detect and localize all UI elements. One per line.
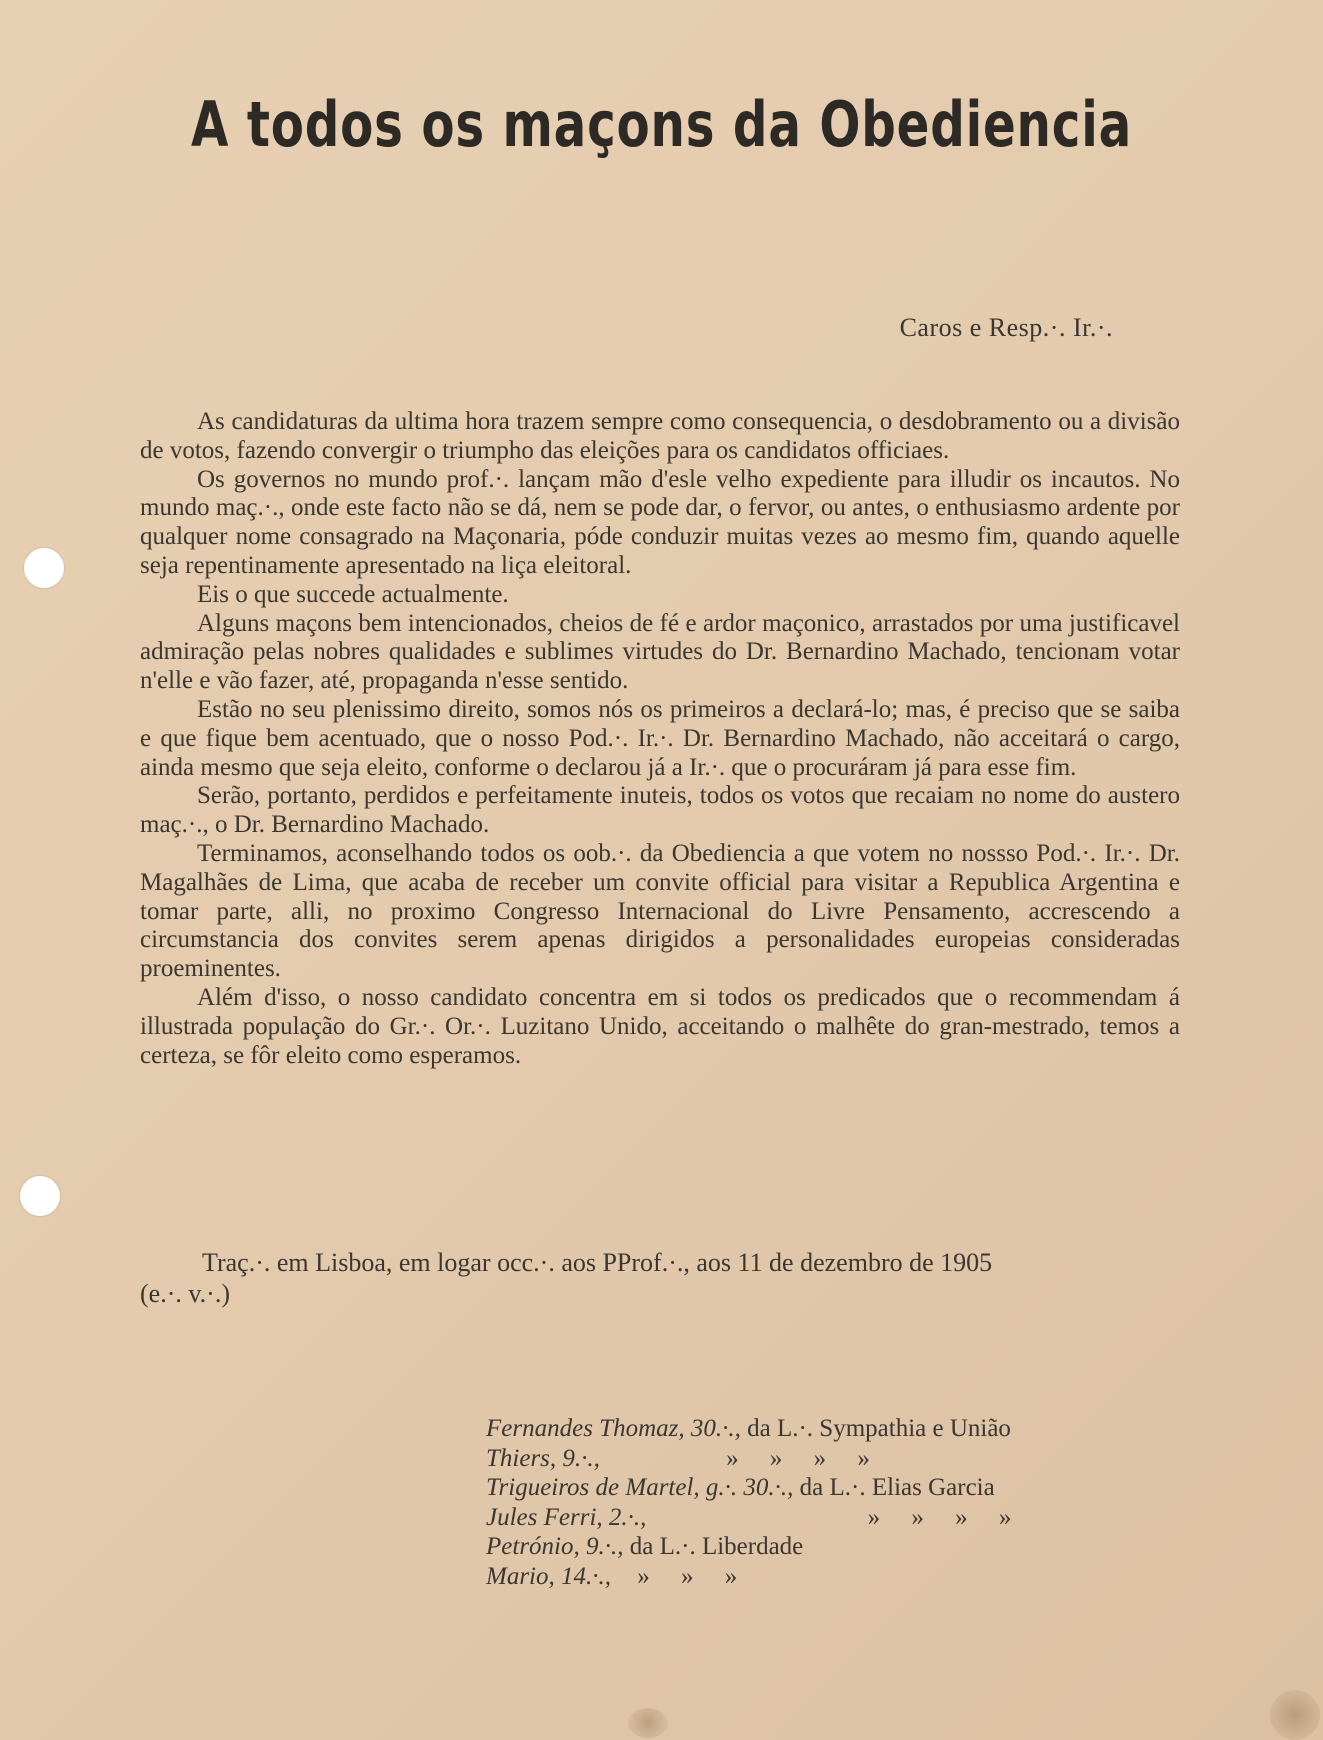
paragraph: As candidaturas da ultima hora trazem sempre como consequencia, o desdobramento ou a divisão de votos, fazendo convergir o triumpho das eleições para os candidatos officiaes.: [140, 408, 1180, 464]
paragraph: Serão, portanto, perdidos e perfeitamente inuteis, todos os votos que recaiam no nome do austero maç.·., o Dr. Bernardino Machado.: [140, 782, 1180, 839]
signature-row: [486, 1532, 1206, 1562]
signatory-name: Petrónio, 9.·.,: [486, 1533, 624, 1560]
signatory-name: Mario, 14.·.,: [486, 1562, 611, 1590]
paragraph: Eis o que succede actualmente.: [197, 580, 509, 608]
signatory-lodge: da L.·. Elias Garcia: [799, 1474, 995, 1501]
signature-row: [486, 1562, 1206, 1592]
paragraph: Alguns maçons bem intencionados, cheios de fé e ardor maçonico, arrastados por uma justificavel admiração pelas nobres qualidades e sublimes virtudes do Dr. Bernardino Machado, tencionam votar n'elle e vão fazer, até, propaganda n'esse sentido.: [140, 609, 1180, 695]
punch-hole: [20, 1176, 60, 1216]
signature-row: [486, 1473, 1206, 1503]
paragraph: Além d'isso, o nosso candidato concentra em si todos os predicados que o recommendam á illustrada população do Gr.·. Or.·. Luzitano Unido, acceitando o malhête do gran-mestrado, temos a certeza, se fôr eleito como esperamos.: [140, 983, 1180, 1069]
paper-stain: [1270, 1690, 1320, 1740]
signature-list: [486, 1414, 1206, 1591]
signature-row: [486, 1444, 1206, 1474]
closing-date: [140, 1247, 1170, 1309]
closing-era: (e.·. v.·.): [140, 1279, 230, 1308]
signatory-lodge: da L.·. Sympathia e União: [747, 1415, 1011, 1442]
paragraph: Estão no seu plenissimo direito, somos nós os primeiros a declará-lo; mas, é preciso que se saiba e que fique bem acentuado, que o nosso Pod.·. Ir.·. Dr. Bernardino Machado, não acceitará o cargo, ainda mesmo que seja eleito, conforme o declarou já a Ir.·. que o procuráram já para esse fim.: [140, 695, 1180, 781]
punch-hole: [24, 548, 64, 588]
closing-line: Traç.·. em Lisboa, em logar occ.·. aos PProf.·., aos 11 de dezembro de 1905: [202, 1248, 993, 1277]
letter-body: [140, 408, 1180, 1070]
paragraph: Terminamos, aconselhando todos os oob.·. da Obediencia a que votem no nossso Pod.·. Ir.·. Dr. Magalhães de Lima, que acaba de receber um convite official para visitar a Republica Argentina e tomar parte, alli, no proximo Congresso Internacional do Livre Pensamento, accrescendo a circumstancia dos convites serem apenas dirigidos a personalidades europeias consideradas proeminentes.: [140, 839, 1180, 983]
signatory-name: Thiers, 9.·.,: [486, 1444, 600, 1472]
paragraph: Os governos no mundo prof.·. lançam mão d'esle velho expediente para illudir os incautos. No mundo maç.·., onde este facto não se dá, nem se pode dar, o fervor, ou antes, o enthusiasmo ardente por qualquer nome consagrado na Maçonaria, póde conduzir muitas vezes ao mesmo fim, quando aquelle seja repentinamente apresentado na liça eleitoral.: [140, 465, 1180, 579]
signatory-name: Trigueiros de Martel, g.·. 30.·.,: [486, 1474, 794, 1501]
ditto-marks: » » » »: [867, 1503, 1012, 1531]
signatory-lodge: da L.·. Liberdade: [629, 1533, 804, 1560]
signatory-name: Fernandes Thomaz, 30.·.,: [486, 1415, 741, 1442]
signatory-name: Jules Ferri, 2.·.,: [486, 1503, 647, 1531]
signature-row: [486, 1414, 1206, 1444]
ditto-marks: » » »: [637, 1562, 738, 1590]
ditto-marks: » » » »: [726, 1444, 870, 1472]
paper-stain: [628, 1708, 668, 1738]
document-title: A todos os maçons da Obediencia: [191, 88, 1132, 161]
signature-row: [486, 1503, 1206, 1533]
salutation: Caros e Resp.·. Ir.·.: [899, 313, 1113, 342]
